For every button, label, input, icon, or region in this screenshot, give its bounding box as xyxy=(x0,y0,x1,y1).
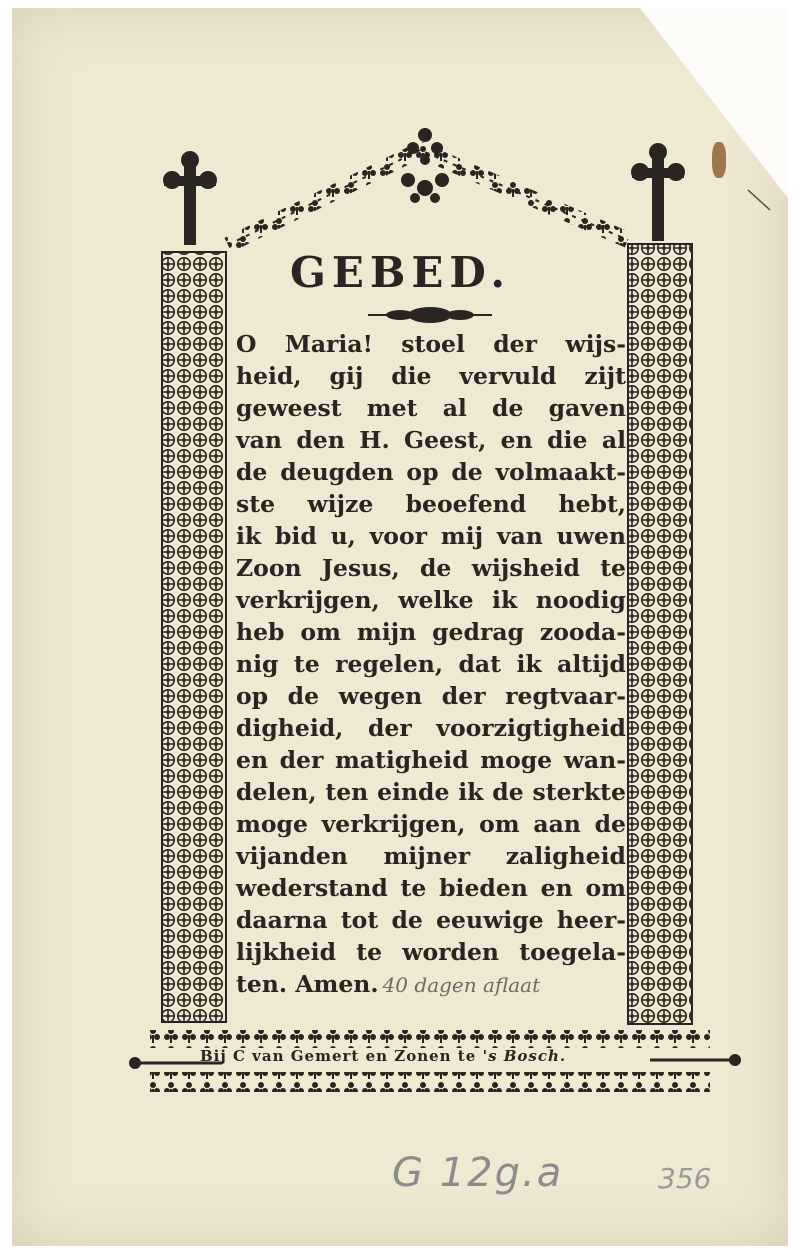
gable-vine xyxy=(228,150,628,245)
right-cross-finial xyxy=(631,143,685,241)
prayer-line: wederstand te bieden en om xyxy=(236,874,626,902)
prayer-line: delen, ten einde ik de sterkte xyxy=(236,778,626,806)
prayer-line: van den H. Geest, en die al xyxy=(236,426,626,454)
imprint-place: 's Bosch. xyxy=(482,1047,567,1065)
prayer-line: de deugden op de volmaakt- xyxy=(236,458,626,486)
prayer-line: lijkheid te worden toegela- xyxy=(236,938,626,966)
catalog-number: 356 xyxy=(658,1162,712,1195)
right-pillar xyxy=(628,244,692,1024)
prayer-line: heid, gij die vervuld zijt xyxy=(236,362,626,390)
imprint-printer: Bij C van Gemert en Zonen te xyxy=(200,1047,483,1065)
prayer-line: nig te regelen, dat ik altijd xyxy=(236,650,626,678)
upper-bottom-band xyxy=(150,1030,710,1048)
printer-imprint xyxy=(200,1047,640,1065)
prayer-line: ste wijze beoefend hebt, xyxy=(236,490,626,518)
prayer-line: geweest met al de gaven xyxy=(236,394,626,422)
prayer-line: ik bid u, voor mij van uwen xyxy=(236,522,626,550)
title-flourish xyxy=(368,307,492,323)
left-pillar xyxy=(162,252,226,1022)
prayer-title: GEBED. xyxy=(290,248,511,297)
prayer-line: Zoon Jesus, de wijsheid te xyxy=(236,554,626,582)
prayer-line: en der matigheid moge wan- xyxy=(236,746,626,774)
prayer-line: op de wegen der regtvaar- xyxy=(236,682,626,710)
prayer-line: O Maria! stoel der wijs- xyxy=(236,330,626,358)
prayer-text xyxy=(236,328,626,1001)
prayer-last-line xyxy=(236,968,626,1001)
prayer-line: verkrijgen, welke ik noodig xyxy=(236,586,626,614)
prayer-line: daarna tot de eeuwige heer- xyxy=(236,906,626,934)
catalog-mark: G 12g.a xyxy=(392,1150,564,1196)
prayer-line: vijanden mijner zaligheid xyxy=(236,842,626,870)
handwritten-indulgence-note: 40 dagen aflaat xyxy=(382,973,541,997)
amen-text: ten. Amen. xyxy=(236,970,379,998)
prayer-line: heb om mijn gedrag zooda- xyxy=(236,618,626,646)
prayer-line: digheid, der voorzigtigheid xyxy=(236,714,626,742)
left-cross-finial xyxy=(163,151,217,245)
prayer-line: moge verkrijgen, om aan de xyxy=(236,810,626,838)
lower-bottom-band xyxy=(150,1072,710,1092)
